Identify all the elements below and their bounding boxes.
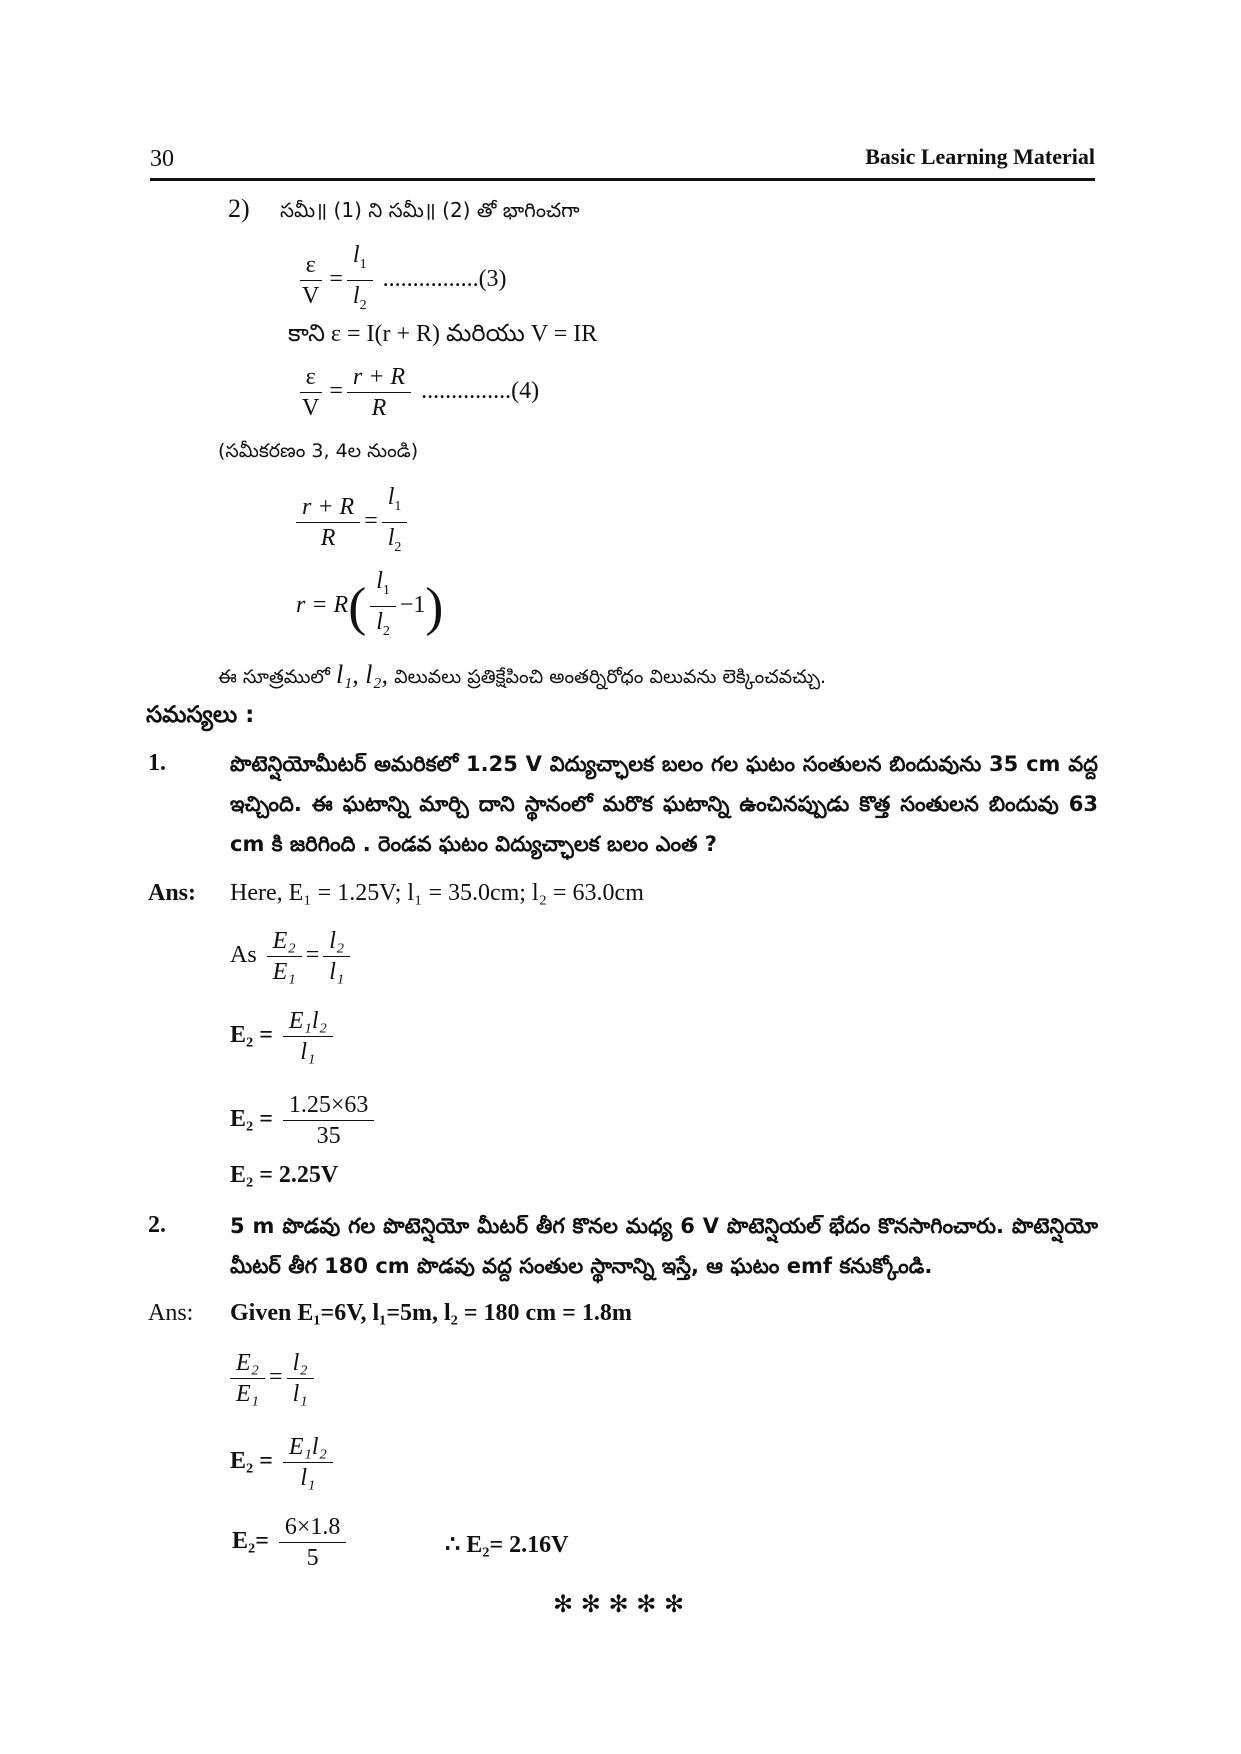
denominator: l: [352, 282, 360, 309]
numerator: l: [352, 242, 360, 268]
numerator: ε: [300, 250, 322, 281]
numerator: E₂: [230, 1348, 265, 1379]
problems-heading: సమస్యలు :: [146, 702, 255, 728]
problem-2-step-1: $\frac{\text{E₂}}{\text{E₁}}$ = $\frac{\text{l₂}}{\text{l₁}}$: [226, 1348, 318, 1409]
running-title: Basic Learning Material: [865, 144, 1095, 169]
problem-1-step-2: [230, 1006, 337, 1067]
numerator: E₁l₂: [283, 1006, 333, 1037]
numerator: r + R: [347, 362, 411, 393]
numerator: r + R: [296, 492, 360, 523]
equation-tag: ...............(4): [421, 378, 540, 405]
numerator: l₂: [323, 926, 350, 957]
denominator: 35: [316, 1123, 341, 1149]
subscript: 1: [359, 256, 367, 272]
lhs: E₂: [230, 1106, 254, 1133]
numerator: l: [387, 484, 395, 510]
problem-1-ans-label: Ans:: [148, 880, 197, 906]
numerator: l: [376, 568, 383, 594]
from-text: (సమీకరణం 3, 4ల నుండి): [218, 440, 419, 462]
conclusion: [218, 660, 826, 693]
numerator: 1.25×63: [283, 1090, 375, 1121]
denominator: E₁: [272, 959, 296, 985]
problem-2-ans-label: Ans:: [148, 1300, 194, 1326]
denominator: l: [387, 524, 395, 551]
problem-2-given: Given E₁=6V, l₁=5m, l₂ = 180 cm = 1.8m: [230, 1300, 632, 1326]
denominator: l₁: [300, 1465, 316, 1491]
equation-5: $\frac{r + R}{R}$ = $\frac{l_1}{l_2}$: [292, 482, 411, 563]
subscript: 1: [382, 582, 390, 598]
denominator: E₁: [236, 1381, 260, 1407]
header-rule: [150, 178, 1095, 181]
denominator: l₁: [300, 1039, 316, 1065]
subscript: 2: [394, 539, 402, 555]
but-line: కాని ε = I(r + R) మరియు V = IR: [288, 321, 598, 347]
problem-2-step-2: [230, 1432, 337, 1493]
numerator: ε: [300, 362, 322, 393]
end-marker: ✻ ✻ ✻ ✻ ✻: [553, 1590, 685, 1618]
problem-1-number: 1.: [148, 750, 166, 776]
conclusion-pre: ఈ సూత్రములో: [218, 666, 330, 688]
problem-1-text: పొటెన్షియోమీటర్ అమరికలో 1.25 V విద్యుచ్ఛాలక బలం గల ఘటం సంతులన బిందువును 35 cm వద్ద ఇచ్చింది. ఈ ఘటాన్ని మార్చి దాని స్థానంలో మరొక ఘటాన్ని ఉంచినప్పుడు కొత్త సంతులన బిందువు 63 cm కి జరిగింది . రెండవ ఘటం విద్యుచ్ఛాలక బలం ఎంత ?: [230, 752, 1098, 856]
minus-one: −1: [399, 591, 426, 618]
subscript: 2: [382, 623, 390, 639]
equals: =: [255, 1528, 269, 1555]
equals: =: [259, 1022, 273, 1049]
problem-2-step-3: [232, 1512, 350, 1573]
problem-1-step-3: [230, 1090, 378, 1151]
equals: =: [259, 1448, 273, 1475]
problem-1-step-1: As $\frac{\text{E₂}}{\text{E₁}}$ = $\frac{\text{l₂}}{\text{l₁}}$: [230, 926, 354, 987]
conclusion-vars: l₁, l₂,: [336, 660, 389, 689]
lhs: E₂: [230, 1448, 254, 1475]
equation-tag: ................(3): [382, 265, 507, 292]
problem-1-result: E₂ = 2.25V: [230, 1162, 339, 1188]
problem-2-number: 2.: [148, 1212, 166, 1238]
numerator: E₁l₂: [283, 1432, 333, 1463]
conclusion-post: విలువలు ప్రతిక్షేపించి అంతర్నిరోధం విలువను లెక్కించవచ్చు.: [394, 666, 827, 688]
as-label: As: [230, 942, 257, 969]
equals: =: [259, 1106, 273, 1133]
lhs: r = R: [296, 591, 349, 618]
denominator: l₁: [329, 959, 345, 985]
denominator: l: [376, 608, 383, 635]
denominator: R: [371, 395, 387, 421]
subscript: 2: [359, 297, 367, 313]
step-label: 2): [228, 194, 250, 223]
problem-2-result: ∴ E₂= 2.16V: [445, 1532, 569, 1558]
denominator: l₁: [292, 1381, 308, 1407]
numerator: l₂: [287, 1348, 314, 1379]
numerator: E₂: [267, 926, 302, 957]
problem-2-text: 5 m పొడవు గల పొటెన్షియో మీటర్ తీగ కొనల మధ్య 6 V పొటెన్షియల్ భేదం కొనసాగించారు. పొటెన్షియో మీటర్ తీగ 180 cm పొడవు వద్ద సంతుల స్థానాన్ని ఇస్తే, ఆ ఘటం emf కనుక్కోండి.: [230, 1214, 1098, 1278]
denominator: R: [320, 524, 336, 551]
equation-6: r = R( $\frac{l_1}{l_2}$ −1): [296, 568, 444, 639]
lhs: E₂: [230, 1022, 254, 1049]
page-number: 30: [150, 146, 174, 172]
equation-3: $\frac{\varepsilon}{V}$ = $\frac{l_1}{l_2}$ ................(3): [292, 240, 507, 321]
problem-1-given: Here, E₁ = 1.25V; l₁ = 35.0cm; l₂ = 63.0cm: [230, 880, 644, 906]
numerator: 6×1.8: [279, 1512, 347, 1543]
denominator: V: [302, 282, 320, 309]
lhs: E₂: [232, 1528, 256, 1555]
step-text: సమీ॥ (1) ని సమీ॥ (2) తో భాగించగా: [280, 198, 580, 222]
subscript: 1: [394, 498, 402, 514]
equation-4: $\frac{\varepsilon}{V}$ = $\frac{r + R}{R}$ ...............(4): [292, 362, 539, 423]
denominator: V: [302, 395, 320, 421]
denominator: 5: [306, 1545, 319, 1571]
